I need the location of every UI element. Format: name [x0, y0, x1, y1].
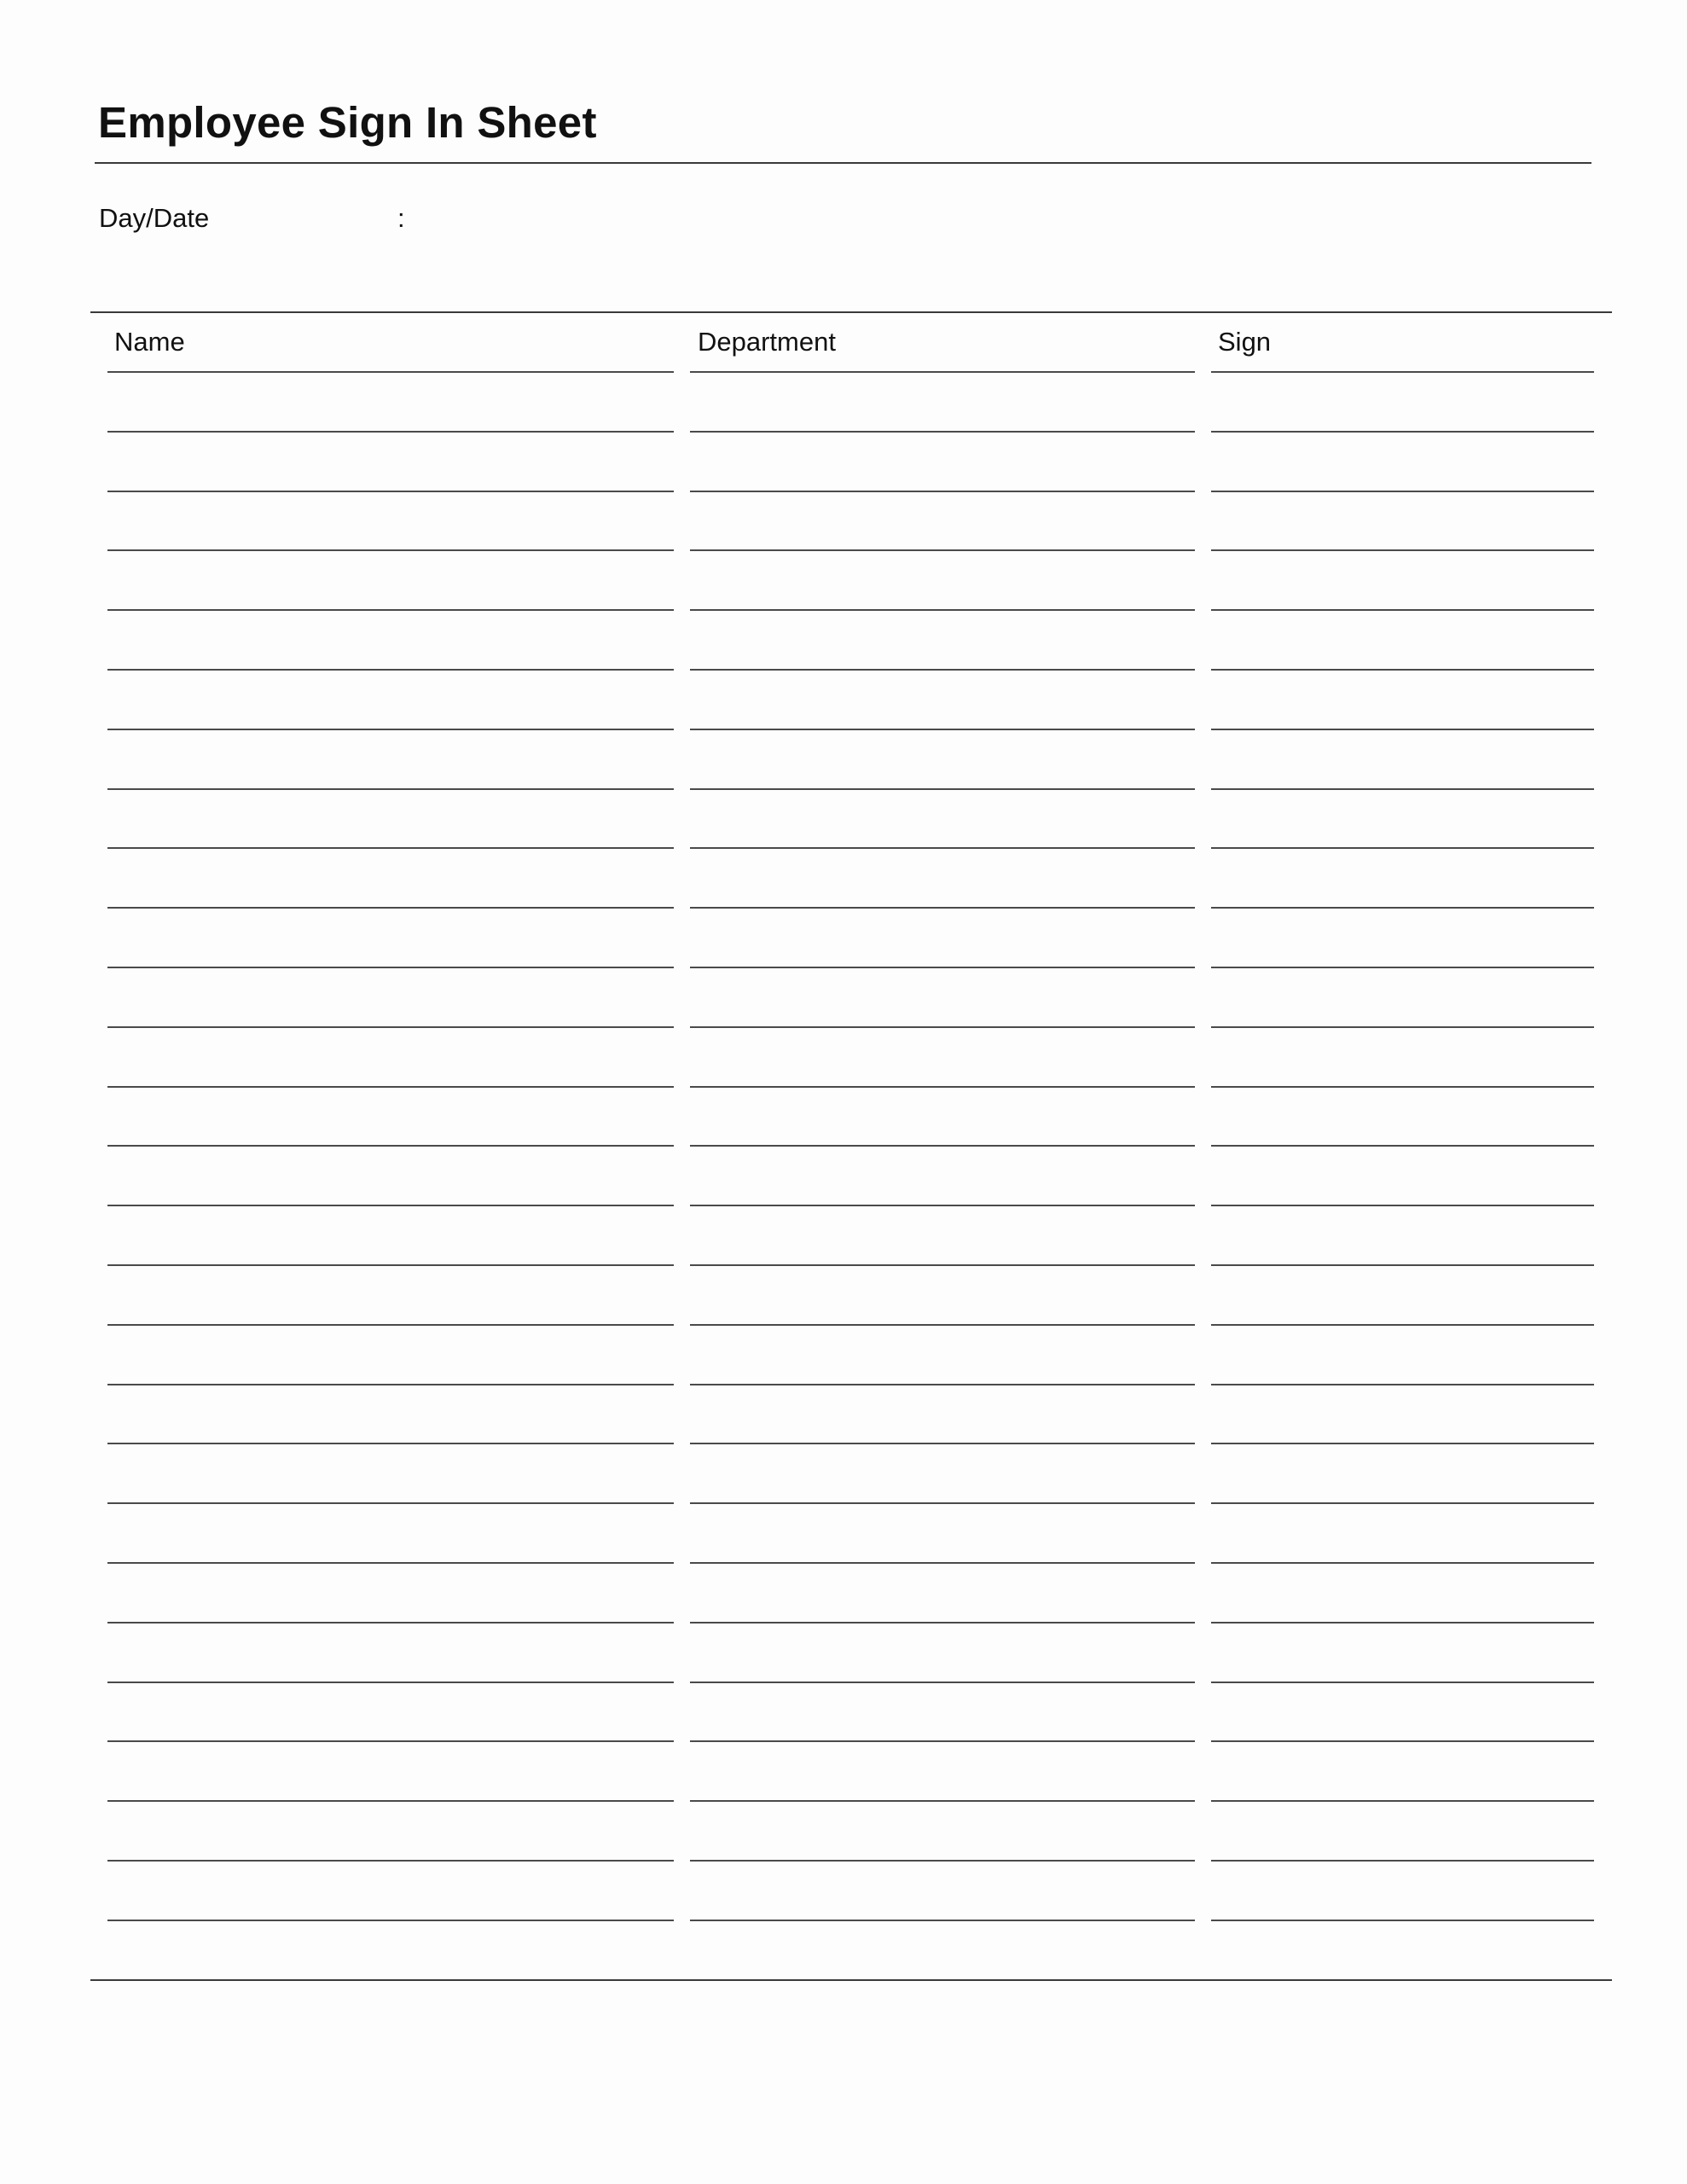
- row-17-department-line: [690, 1384, 1195, 1385]
- header-underline-sign: [1211, 371, 1594, 373]
- column-header-sign: Sign: [1218, 327, 1272, 357]
- row-4-name-line: [107, 609, 674, 611]
- row-14-department-line: [690, 1205, 1195, 1206]
- row-23-sign-line: [1211, 1740, 1594, 1742]
- row-24-sign-line: [1211, 1800, 1594, 1802]
- row-20-sign-line: [1211, 1562, 1594, 1564]
- row-23-department-line: [690, 1740, 1195, 1742]
- row-14-name-line: [107, 1205, 674, 1206]
- row-8-sign-line: [1211, 847, 1594, 849]
- row-7-name-line: [107, 788, 674, 790]
- row-22-department-line: [690, 1682, 1195, 1683]
- row-25-department-line: [690, 1860, 1195, 1862]
- row-26-sign-line: [1211, 1920, 1594, 1921]
- row-6-department-line: [690, 729, 1195, 730]
- row-20-name-line: [107, 1562, 674, 1564]
- row-20-department-line: [690, 1562, 1195, 1564]
- date-separator: :: [397, 203, 405, 233]
- row-5-name-line: [107, 669, 674, 671]
- row-5-sign-line: [1211, 669, 1594, 671]
- row-3-sign-line: [1211, 549, 1594, 551]
- row-9-name-line: [107, 907, 674, 909]
- row-18-sign-line: [1211, 1443, 1594, 1444]
- row-4-department-line: [690, 609, 1195, 611]
- row-2-name-line: [107, 491, 674, 492]
- row-16-name-line: [107, 1324, 674, 1326]
- row-21-department-line: [690, 1622, 1195, 1623]
- row-3-department-line: [690, 549, 1195, 551]
- row-4-sign-line: [1211, 609, 1594, 611]
- row-6-name-line: [107, 729, 674, 730]
- row-19-department-line: [690, 1502, 1195, 1504]
- row-23-name-line: [107, 1740, 674, 1742]
- row-5-department-line: [690, 669, 1195, 671]
- column-header-department: Department: [698, 327, 836, 357]
- row-13-department-line: [690, 1145, 1195, 1147]
- row-10-name-line: [107, 967, 674, 968]
- row-19-name-line: [107, 1502, 674, 1504]
- row-25-sign-line: [1211, 1860, 1594, 1862]
- row-17-name-line: [107, 1384, 674, 1385]
- row-26-name-line: [107, 1920, 674, 1921]
- row-24-name-line: [107, 1800, 674, 1802]
- row-10-department-line: [690, 967, 1195, 968]
- row-1-sign-line: [1211, 431, 1594, 433]
- row-21-name-line: [107, 1622, 674, 1623]
- date-label: Day/Date: [99, 203, 210, 233]
- title-divider: [95, 162, 1591, 164]
- row-12-sign-line: [1211, 1086, 1594, 1088]
- row-15-department-line: [690, 1264, 1195, 1266]
- row-13-sign-line: [1211, 1145, 1594, 1147]
- row-11-name-line: [107, 1026, 674, 1028]
- page-title: Employee Sign In Sheet: [98, 98, 597, 147]
- row-22-sign-line: [1211, 1682, 1594, 1683]
- row-25-name-line: [107, 1860, 674, 1862]
- row-16-department-line: [690, 1324, 1195, 1326]
- row-9-sign-line: [1211, 907, 1594, 909]
- row-7-sign-line: [1211, 788, 1594, 790]
- row-8-department-line: [690, 847, 1195, 849]
- row-18-department-line: [690, 1443, 1195, 1444]
- row-12-department-line: [690, 1086, 1195, 1088]
- row-7-department-line: [690, 788, 1195, 790]
- row-6-sign-line: [1211, 729, 1594, 730]
- row-3-name-line: [107, 549, 674, 551]
- row-1-name-line: [107, 431, 674, 433]
- row-12-name-line: [107, 1086, 674, 1088]
- row-15-name-line: [107, 1264, 674, 1266]
- header-underline-department: [690, 371, 1195, 373]
- table-top-divider: [90, 311, 1612, 313]
- row-17-sign-line: [1211, 1384, 1594, 1385]
- column-header-name: Name: [114, 327, 185, 357]
- row-14-sign-line: [1211, 1205, 1594, 1206]
- row-11-sign-line: [1211, 1026, 1594, 1028]
- row-16-sign-line: [1211, 1324, 1594, 1326]
- row-21-sign-line: [1211, 1622, 1594, 1623]
- row-2-department-line: [690, 491, 1195, 492]
- row-9-department-line: [690, 907, 1195, 909]
- row-13-name-line: [107, 1145, 674, 1147]
- row-19-sign-line: [1211, 1502, 1594, 1504]
- row-24-department-line: [690, 1800, 1195, 1802]
- row-15-sign-line: [1211, 1264, 1594, 1266]
- row-11-department-line: [690, 1026, 1195, 1028]
- header-underline-name: [107, 371, 674, 373]
- row-18-name-line: [107, 1443, 674, 1444]
- row-10-sign-line: [1211, 967, 1594, 968]
- table-bottom-divider: [90, 1979, 1612, 1981]
- row-8-name-line: [107, 847, 674, 849]
- row-2-sign-line: [1211, 491, 1594, 492]
- row-1-department-line: [690, 431, 1195, 433]
- row-26-department-line: [690, 1920, 1195, 1921]
- row-22-name-line: [107, 1682, 674, 1683]
